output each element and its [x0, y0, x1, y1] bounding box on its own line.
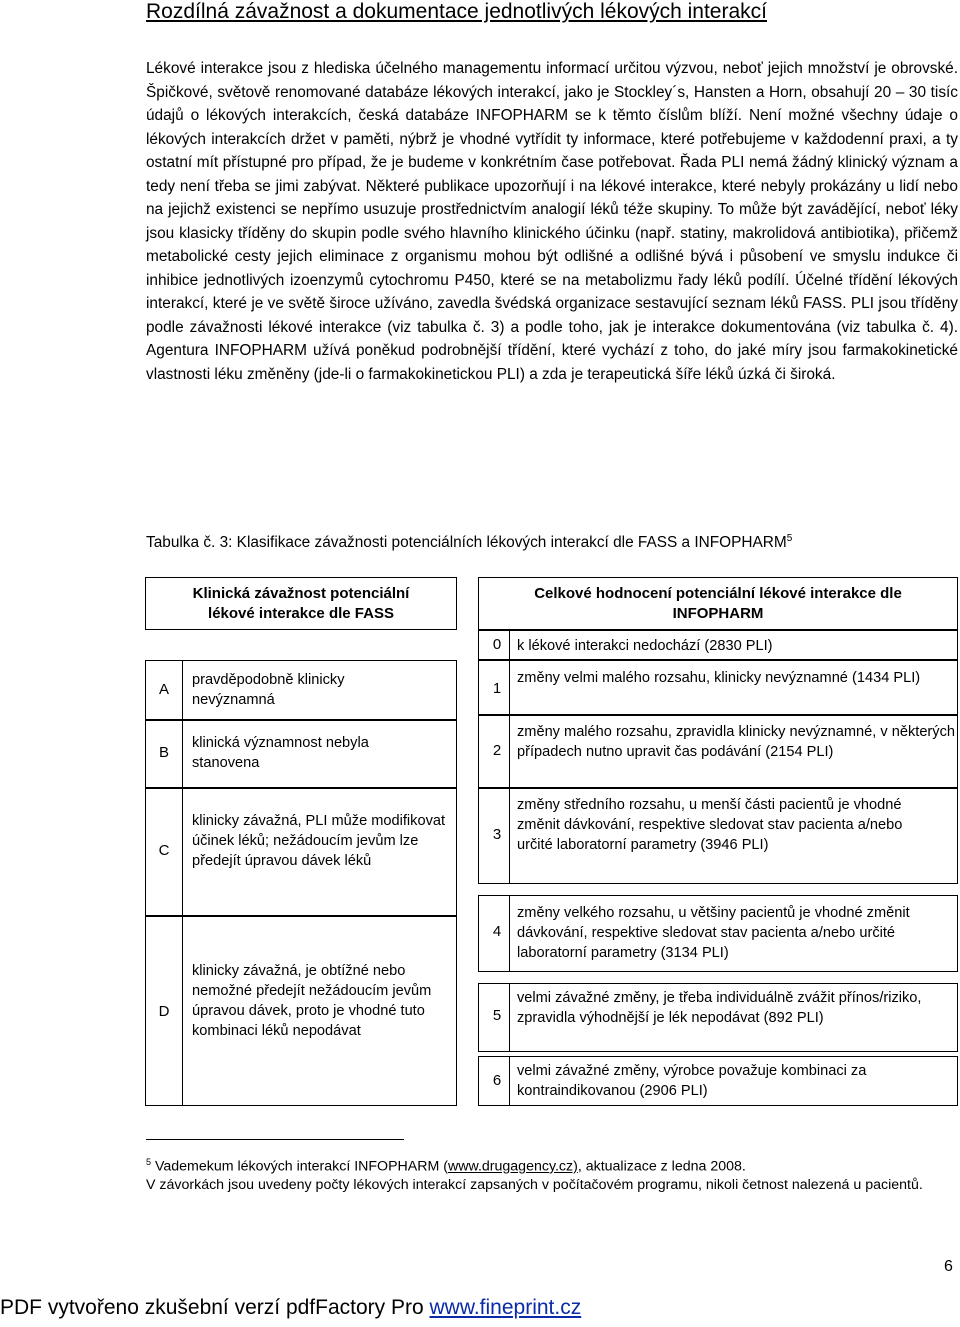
- infopharm-code: 4: [492, 923, 502, 940]
- footer-text: PDF vytvořeno zkušební verzí pdfFactory Pro: [0, 1296, 430, 1319]
- table-caption-text: Tabulka č. 3: Klasifikace závažnosti potenciálních lékových interakcí dle FASS a INFOPHARM: [146, 534, 787, 552]
- footnote-text-end: , aktualizace z ledna 2008.: [577, 1158, 746, 1175]
- fass-row-a: [145, 660, 457, 720]
- infopharm-row-2: [478, 715, 958, 788]
- infopharm-text: k lékové interakci nedochází (2830 PLI): [517, 638, 773, 654]
- fass-row-d: [145, 916, 457, 1106]
- infopharm-code: 3: [492, 826, 502, 843]
- drugagency-link[interactable]: www.drugagency.cz): [448, 1158, 578, 1175]
- footnote-mark: 5: [146, 1157, 152, 1167]
- footnote-note: V závorkách jsou uvedeny počty lékových interakcí zapsaných v počítačovém programu, nikoli četnost nalezená u pacientů.: [146, 1177, 923, 1193]
- infopharm-text: velmi závažné změny, je třeba individuálně zvážit přínos/riziko, zpravidla výhodnější je lék nepodávat (892 PLI): [517, 990, 922, 1026]
- infopharm-row-5: [478, 983, 958, 1052]
- fass-row-b: [145, 720, 457, 788]
- footnote: [146, 1152, 946, 1178]
- fass-text: klinická významnost nebyla stanovena: [192, 735, 369, 771]
- infopharm-text: změny středního rozsahu, u menší části pacientů je vhodné změnit dávkování, respektive sledovat stav pacienta a/nebo určité laboratorní parametry (3946 PLI): [517, 797, 903, 853]
- infopharm-row-1: [478, 660, 958, 715]
- fass-header-text: Klinická závažnost potenciální lékové interakce dle FASS: [192, 584, 410, 622]
- infopharm-text: změny velmi malého rozsahu, klinicky nevýznamné (1434 PLI): [517, 670, 921, 686]
- fass-text: klinicky závažná, je obtížné nebo nemožné předejít nežádoucím jevům úpravou dávek, proto je vhodné tuto kombinaci léků nepodávat: [192, 963, 432, 1039]
- table-caption: [146, 533, 792, 552]
- page-number: 6: [944, 1258, 953, 1275]
- fass-code: C: [158, 842, 170, 859]
- infopharm-code: 2: [492, 742, 502, 759]
- infopharm-header-text: Celkové hodnocení potenciální lékové interakce dle INFOPHARM: [534, 584, 902, 622]
- infopharm-code: 1: [492, 680, 502, 697]
- fass-code: D: [158, 1003, 170, 1020]
- infopharm-text: velmi závažné změny, výrobce považuje kombinaci za kontraindikovanou (2906 PLI): [517, 1063, 867, 1099]
- infopharm-code: 6: [492, 1072, 502, 1089]
- footnote-reference[interactable]: 5: [786, 533, 793, 544]
- footnote-divider: [146, 1139, 404, 1140]
- infopharm-text: změny velkého rozsahu, u většiny pacientů je vhodné změnit dávkování, respektive sledovat stav pacienta a/nebo určité laboratorní parametry (3134 PLI): [517, 905, 910, 961]
- pdf-footer: [0, 1296, 581, 1320]
- intro-paragraph: Lékové interakce jsou z hlediska účelného managementu informací určitou výzvou, neboť jejich množství je obrovské. Špičkové, světově renomované databáze lékových interakcí, jako je Stockley´s, Hansten a Horn, obsahují 20 – 30 tisíc údajů o lékových interakcích, česká databáze INFOPHARM se k těmto číslům blíží. Není možné všechny údaje o lékových interakcích držet v paměti, nýbrž je vhodné vytřídit ty informace, které potřebujeme v každodenní praxi, a ty ostatní mít přístupné pro případ, že je budeme v konkrétním čase potřebovat. Řada PLI nemá žádný klinický význam a tedy není třeba se jimi zabývat. Některé publikace upozorňují i na lékové interakce, které nebyly prokázány u lidí nebo na jejichž existenci se nepřímo usuzuje prostřednictvím analogií léků téže skupiny. To může být zavádějící, neboť léky jsou klasicky tříděny do skupin podle svého hlavního klinického účinku (např. statiny, makrolidová antibiotika), přičemž metabolické cesty jejich eliminace z organismu mohou být odlišné a odlišné bývá i působení ve smyslu indukce či inhibice jednotlivých izoenzymů cytochromu P450, které se na metabolizmu řady léků podílí. Účelné třídění lékových interakcí, které je ve světě široce užíváno, zavedla švédská organizace sestavující seznam léků FASS. PLI jsou tříděny podle závažnosti lékové interakce (viz tabulka č. 3) a podle toho, jak je interakce dokumentována (viz tabulka č. 4). Agentura INFOPHARM užívá poněkud podrobnější třídění, které vychází z toho, do jaké míry jsou farmakokinetické vlastnosti léku změněny (jde-li o farmakokinetickou PLI) a zda je terapeutická šíře léků úzká či široká.: [146, 60, 958, 383]
- infopharm-header: [478, 577, 958, 630]
- fass-text: pravděpodobně klinicky nevýznamná: [192, 672, 345, 708]
- fass-code: A: [158, 681, 169, 698]
- fass-text: klinicky závažná, PLI může modifikovat účinek léků; nežádoucím jevům lze předejít úpravou dávek léků: [192, 813, 446, 869]
- fass-row-c: [145, 788, 457, 916]
- infopharm-text: změny malého rozsahu, zpravidla klinicky nevýznamné, v některých případech nutno upravit čas podávání (2154 PLI): [517, 724, 956, 760]
- infopharm-row-6: [478, 1056, 958, 1106]
- infopharm-row-4: [478, 895, 958, 972]
- infopharm-code: 0: [492, 636, 502, 653]
- infopharm-row-3: [478, 788, 958, 884]
- fineprint-link[interactable]: www.fineprint.cz: [429, 1296, 582, 1319]
- fass-code: B: [158, 744, 169, 761]
- infopharm-code: 5: [492, 1007, 502, 1024]
- infopharm-row-0: [478, 630, 958, 660]
- footnote-text: Vademekum lékových interakcí INFOPHARM (: [154, 1158, 448, 1175]
- page-title: Rozdílná závažnost a dokumentace jednotlivých lékových interakcí: [146, 0, 767, 23]
- fass-header: [145, 577, 457, 630]
